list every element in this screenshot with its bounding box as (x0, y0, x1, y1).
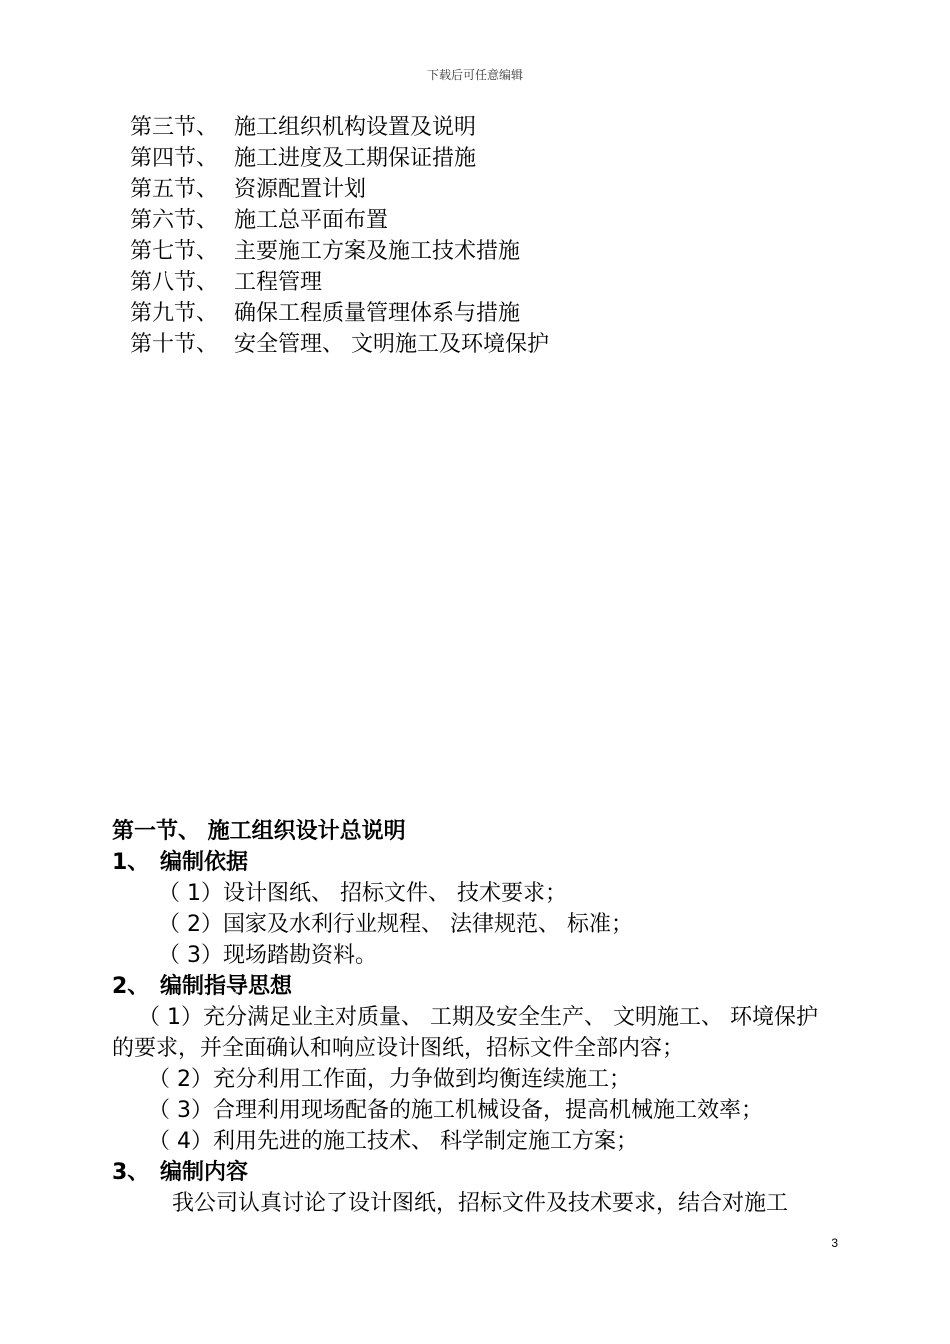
toc-entry-title: 安全管理、 文明施工及环境保护 (234, 332, 549, 357)
toc-entry-title: 资源配置计划 (234, 177, 367, 202)
toc-entry-title: 确保工程质量管理体系与措施 (234, 301, 521, 326)
toc-entry-title: 施工组织机构设置及说明 (234, 115, 477, 140)
toc-entry-number: 第四节、 (130, 146, 219, 171)
toc-entry (130, 174, 549, 205)
list-item: （ 3）合理利用现场配备的施工机械设备，提高机械施工效率； (148, 1098, 763, 1123)
toc-entry (130, 267, 549, 298)
section-body (112, 816, 832, 1219)
heading-number: 3、 (112, 1160, 150, 1185)
heading-content (112, 1157, 832, 1188)
heading-number: 1、 (112, 850, 150, 875)
list-item: （ 2）国家及水利行业规程、 法律规范、 标准； (158, 912, 633, 937)
heading-text: 编制依据 (160, 850, 249, 875)
paragraph: 我公司认真讨论了设计图纸，招标文件及技术要求，结合对施工 (172, 1191, 789, 1216)
heading-basis (112, 847, 832, 878)
page-number: 3 (831, 1236, 838, 1250)
toc-entry-number: 第七节、 (130, 239, 219, 264)
toc-entry (130, 236, 549, 267)
heading-text: 编制内容 (160, 1160, 249, 1185)
list-item: （ 4）利用先进的施工技术、 科学制定施工方案； (148, 1129, 638, 1154)
table-of-contents (130, 112, 549, 360)
toc-entry-title: 工程管理 (234, 270, 323, 295)
list-item: （ 1）设计图纸、 招标文件、 技术要求； (158, 881, 567, 906)
toc-entry (130, 143, 549, 174)
toc-entry-title: 主要施工方案及施工技术措施 (234, 239, 521, 264)
toc-entry (130, 329, 549, 360)
toc-entry (130, 298, 549, 329)
heading-text: 编制指导思想 (160, 974, 293, 999)
toc-entry-number: 第十节、 (130, 332, 219, 357)
toc-entry-number: 第八节、 (130, 270, 219, 295)
list-item: （ 2）充分利用工作面，力争做到均衡连续施工； (148, 1067, 631, 1092)
toc-entry (130, 112, 549, 143)
toc-entry-number: 第五节、 (130, 177, 219, 202)
list-item: （ 1）充分满足业主对质量、 工期及安全生产、 文明施工、 环境保护的要求，并全面确认和响应设计图纸，招标文件全部内容； (112, 1005, 818, 1061)
toc-entry (130, 205, 549, 236)
toc-entry-title: 施工进度及工期保证措施 (234, 146, 477, 171)
heading-guiding-idea (112, 971, 832, 1002)
heading-number: 2、 (112, 974, 150, 999)
toc-entry-number: 第三节、 (130, 115, 219, 140)
section-title: 第一节、 施工组织设计总说明 (112, 819, 406, 844)
toc-entry-number: 第九节、 (130, 301, 219, 326)
page-header: 下载后可任意编辑 (426, 68, 523, 82)
list-item: （ 3）现场踏勘资料。 (158, 943, 377, 968)
toc-entry-number: 第六节、 (130, 208, 219, 233)
toc-entry-title: 施工总平面布置 (234, 208, 389, 233)
